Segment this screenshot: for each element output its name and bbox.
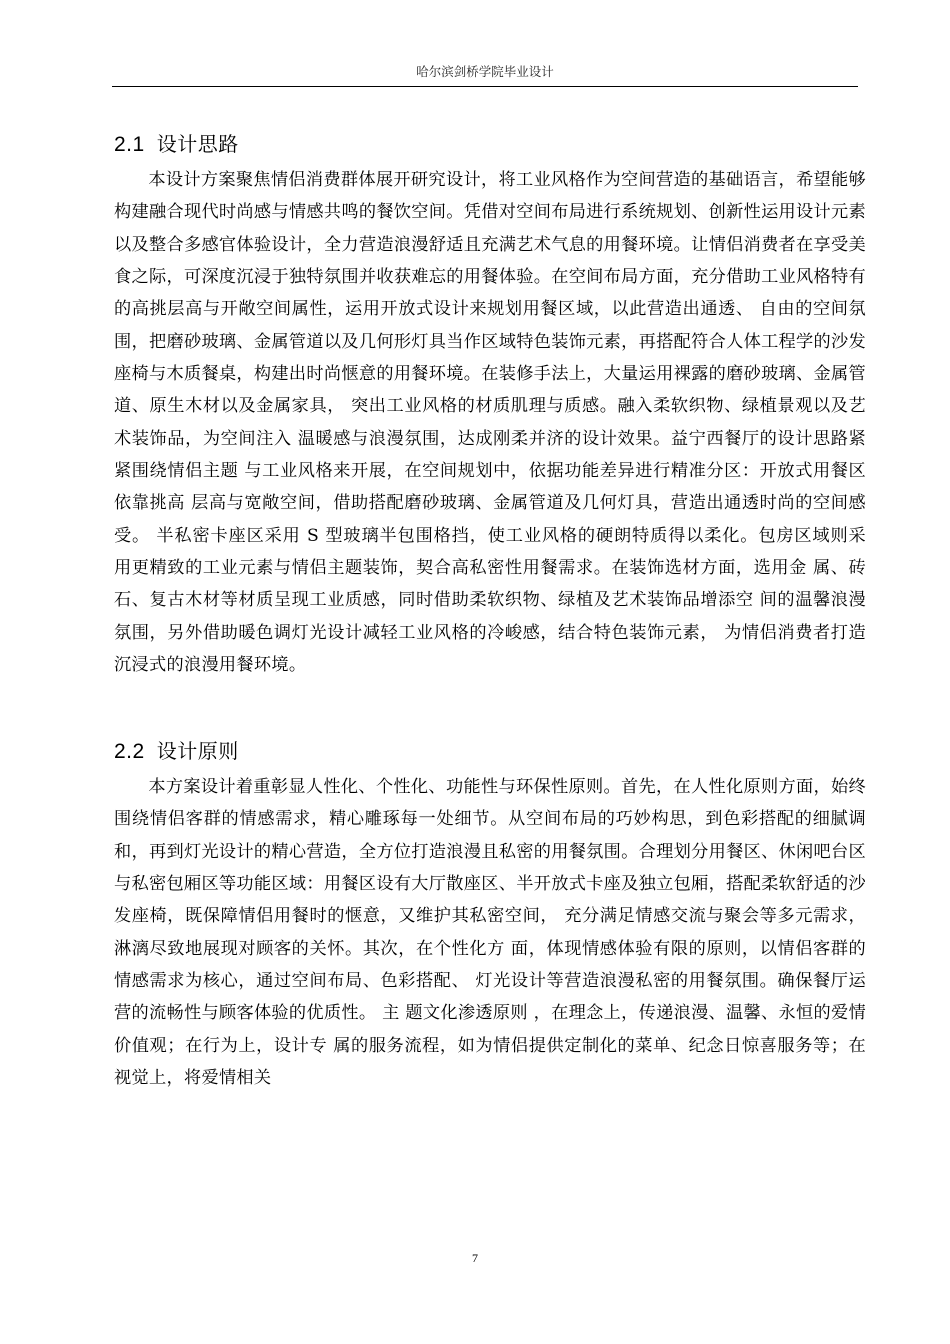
page-number: 7 (472, 1251, 478, 1265)
section-number: 2.2 (114, 740, 145, 763)
section-heading-2-1 (114, 128, 239, 157)
section-paragraph-design-ideas: 本设计方案聚焦情侣消费群体展开研究设计，将工业风格作为空间营造的基础语言，希望能够构建融合现代时尚感与情感共鸣的餐饮空间。凭借对空间布局进行系统规划、创新性运用设计元素以及整合多感官体验设计，全力营造浪漫舒适且充满艺术气息的用餐环境。让情侣消费者在享受美食之际，可深度沉浸于独特氛围并收获难忘的用餐体验。在空间布局方面，充分借助工业风格特有的高挑层高与开敞空间属性，运用开放式设计来规划用餐区域，以此营造出通透、 自由的空间氛围，把磨砂玻璃、金属管道以及几何形灯具当作区域特色装饰元素，再搭配符合人体工程学的沙发座椅与木质餐桌，构建出时尚惬意的用餐环境。在装修手法上，大量运用裸露的磨砂玻璃、金属管道、原生木材以及金属家具， 突出工业风格的材质肌理与质感。融入柔软织物、绿植景观以及艺术装饰品，为空间注入 温暖感与浪漫氛围，达成刚柔并济的设计效果。益宁西餐厅的设计思路紧紧围绕情侣主题 与工业风格来开展，在空间规划中，依据功能差异进行精准分区：开放式用餐区依靠挑高 层高与宽敞空间，借助搭配磨砂玻璃、金属管道及几何灯具，营造出通透时尚的空间感受。 半私密卡座区采用 S 型玻璃半包围格挡，使工业风格的硬朗特质得以柔化。包房区域则采 用更精致的工业元素与情侣主题装饰，契合高私密性用餐需求。在装饰选材方面，选用金 属、砖石、复古木材等材质呈现工业质感，同时借助柔软织物、绿植及艺术装饰品增添空 间的温馨浪漫氛围，另外借助暖色调灯光设计减轻工业风格的冷峻感，结合特色装饰元素， 为情侣消费者打造沉浸式的浪漫用餐环境。 (114, 170, 866, 676)
page-header: 哈尔滨剑桥学院毕业设计 (416, 64, 554, 79)
section-number: 2.1 (114, 133, 145, 156)
section-title: 设计思路 (156, 132, 239, 156)
header-divider (112, 86, 858, 87)
section-title: 设计原则 (156, 739, 239, 763)
section-paragraph-design-principles: 本方案设计着重彰显人性化、个性化、功能性与环保性原则。首先，在人性化原则方面，始终围绕情侣客群的情感需求，精心雕琢每一处细节。从空间布局的巧妙构思，到色彩搭配的细腻调和，再到灯光设计的精心营造，全方位打造浪漫且私密的用餐氛围。合理划分用餐区、休闲吧台区与私密包厢区等功能区域：用餐区设有大厅散座区、半开放式卡座及独立包厢，搭配柔软舒适的沙发座椅，既保障情侣用餐时的惬意，又维护其私密空间， 充分满足情感交流与聚会等多元需求，淋漓尽致地展现对顾客的关怀。其次，在个性化方 面，体现情感体验有限的原则，以情侣客群的情感需求为核心，通过空间布局、色彩搭配、 灯光设计等营造浪漫私密的用餐氛围。确保餐厅运营的流畅性与顾客体验的优质性。 主 题文化渗透原则 ，在理念上，传递浪漫、温馨、永恒的爱情价值观；在行为上，设计专 属的服务流程，如为情侣提供定制化的菜单、纪念日惊喜服务等；在视觉上，将爱情相关 (114, 777, 866, 1089)
section-heading-2-2 (114, 735, 239, 764)
